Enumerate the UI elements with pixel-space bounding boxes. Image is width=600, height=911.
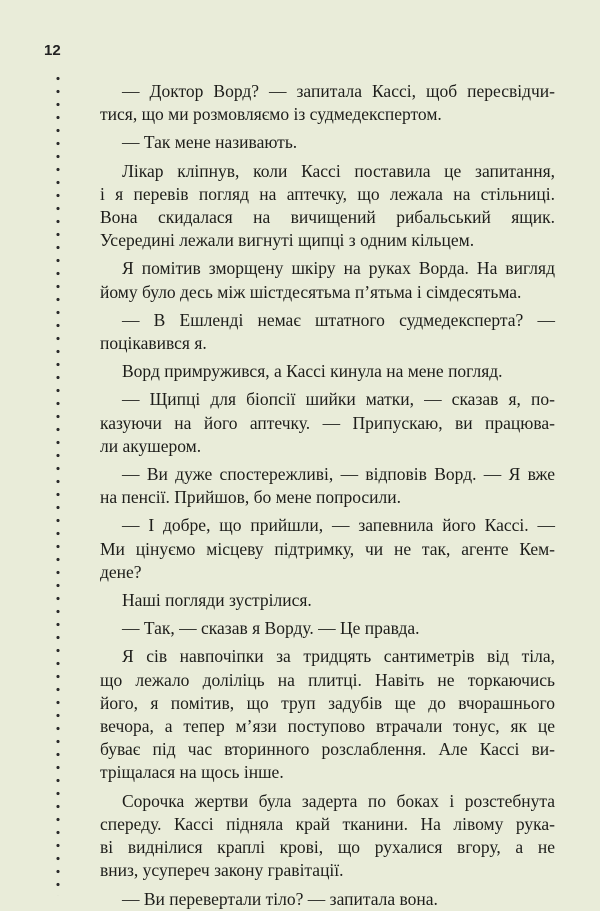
text-line: ли акушером. (100, 435, 202, 456)
text-line: — Щипці для біопсії шийки матки, — сказав я, по- (122, 389, 555, 410)
text-line: вниз, усупереч закону гравітації. (100, 860, 344, 881)
text-line: тися, що ми розмовляємо із судмедекспертом. (100, 104, 442, 125)
text-line: — І добре, що прийшли, — запевнила його Кассі. — (122, 515, 555, 536)
text-line: Я помітив зморщену шкіру на руках Ворда. На вигляд (122, 258, 555, 279)
text-line: тріщалася на щось інше. (100, 762, 284, 783)
text-line: казуючи на його аптечку. — Припускаю, ви працюва- (100, 412, 555, 433)
text-line: йому було десь між шістдесятьма п’ятьма і сімдесятьма. (100, 281, 522, 302)
text-line: буває під час вторинного розслаблення. Але Кассі ви- (100, 739, 555, 760)
page-number: 12 (44, 42, 61, 59)
paragraph (100, 160, 555, 253)
paragraph (100, 360, 555, 383)
text-line: Я сів навпочіпки за тридцять сантиметрів від тіла, (122, 646, 555, 667)
paragraph (100, 514, 555, 584)
text-line: Ворд примружився, а Кассі кинула на мене погляд. (122, 361, 503, 382)
paragraph (100, 388, 555, 458)
paragraph (100, 257, 555, 303)
text-line: спереду. Кассі підняла край тканини. На лівому рука- (100, 813, 555, 834)
text-line: ві виднілися краплі крові, що рухалися вгору, а не (100, 837, 555, 858)
text-line: Наші погляди зустрілися. (122, 590, 312, 611)
text-line: поцікавився я. (100, 333, 207, 354)
text-line: — Так, — сказав я Ворду. — Це правда. (122, 618, 420, 639)
paragraph (100, 80, 555, 126)
dotted-margin-rule (55, 72, 61, 896)
paragraph (100, 645, 555, 784)
paragraph (100, 309, 555, 355)
text-line: Сорочка жертви була задерта по боках і розстебнута (122, 790, 555, 811)
text-line: Ми цінуємо місцеву підтримку, чи не так, агенте Кем- (100, 538, 555, 559)
paragraph (100, 790, 555, 883)
text-line: і я перевів погляд на аптечку, що лежала на стільниці. (100, 183, 555, 204)
text-line: — Так мене називають. (122, 132, 298, 153)
body-text (100, 80, 555, 911)
text-line: його, я помітив, що труп задубів ще до вчорашнього (100, 692, 555, 713)
text-line: на пенсії. Прийшов, бо мене попросили. (100, 487, 402, 508)
paragraph (100, 888, 555, 911)
paragraph (100, 589, 555, 612)
text-line: — Ви дуже спостережливі, — відповів Ворд. — Я вже (122, 464, 555, 485)
text-line: Лікар кліпнув, коли Кассі поставила це запитання, (122, 160, 555, 181)
text-line: що лежало доліліць на плитці. Навіть не торкаючись (100, 669, 555, 690)
paragraph (100, 617, 555, 640)
text-line: — Ви перевертали тіло? — запитала вона. (122, 888, 438, 909)
text-line: — Доктор Ворд? — запитала Кассі, щоб пересвідчи- (122, 81, 555, 101)
paragraph (100, 463, 555, 509)
text-line: вечора, а тепер м’язи поступово втрачали тонус, як це (100, 716, 555, 737)
text-line: Усередині лежали вигнуті щипці з одним кільцем. (100, 230, 475, 251)
text-line: — В Ешленді немає штатного судмедексперта? — (122, 309, 555, 330)
text-line: дене? (100, 561, 142, 582)
text-line: Вона скидалася на вичищений рибальський ящик. (100, 207, 555, 228)
paragraph (100, 131, 555, 154)
